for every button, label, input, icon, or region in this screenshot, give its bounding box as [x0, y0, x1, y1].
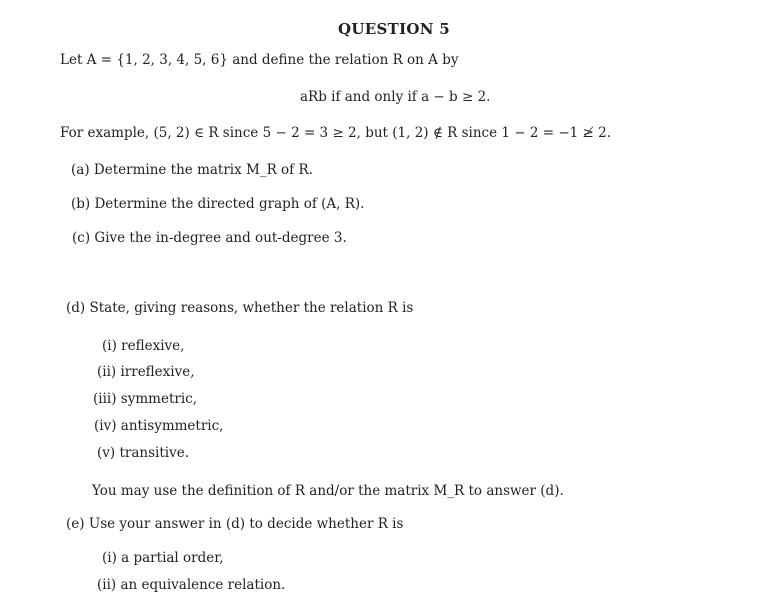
- item-text: symmetric,: [120, 391, 197, 407]
- item-label: (i): [102, 338, 117, 354]
- part-text: Give the in-degree and out-degree 3.: [94, 230, 347, 246]
- relation-definition: aRb if and only if a − b ≥ 2.: [300, 89, 491, 105]
- part-text: State, giving reasons, whether the relation R is: [89, 300, 414, 316]
- e-item-i: [102, 549, 224, 567]
- item-text: an equivalence relation.: [120, 577, 286, 593]
- part-e: [66, 515, 403, 533]
- d-item-v: [97, 444, 189, 462]
- item-label: (v): [97, 445, 116, 461]
- item-label: (ii): [97, 364, 117, 380]
- item-label: (iii): [93, 391, 117, 407]
- item-text: transitive.: [119, 445, 189, 461]
- item-label: (i): [102, 550, 117, 566]
- item-text: irreflexive,: [120, 364, 195, 380]
- d-item-i: [102, 337, 184, 355]
- item-label: (ii): [97, 577, 117, 593]
- part-label: (a): [71, 162, 90, 178]
- part-a: [71, 161, 313, 179]
- item-text: reflexive,: [121, 338, 185, 354]
- part-label: (b): [71, 196, 91, 212]
- part-text: Use your answer in (d) to decide whether R is: [88, 516, 404, 532]
- d-item-iii: [93, 390, 197, 408]
- d-item-iv: [94, 417, 223, 435]
- example-text: For example, (5, 2) ∈ R since 5 − 2 = 3 ≥ 2, but (1, 2) ∉ R since 1 − 2 = −1 ≱ 2.: [60, 125, 612, 141]
- item-text: antisymmetric,: [120, 418, 224, 434]
- part-text: Determine the directed graph of (A, R).: [94, 196, 365, 212]
- part-text: Determine the matrix M_R of R.: [93, 162, 313, 178]
- d-note: You may use the definition of R and/or the matrix M_R to answer (d).: [92, 483, 564, 499]
- part-b: [71, 195, 364, 213]
- part-label: (e): [66, 516, 85, 532]
- part-d: [66, 299, 413, 317]
- part-label: (d): [66, 300, 86, 316]
- e-item-ii: [97, 576, 285, 594]
- d-item-ii: [97, 363, 195, 381]
- item-label: (iv): [94, 418, 117, 434]
- intro-text: Let A = {1, 2, 3, 4, 5, 6} and define the relation R on A by: [60, 52, 459, 68]
- item-text: a partial order,: [121, 550, 224, 566]
- part-label: (c): [72, 230, 91, 246]
- part-c: [72, 229, 347, 247]
- question-title: QUESTION 5: [338, 20, 451, 38]
